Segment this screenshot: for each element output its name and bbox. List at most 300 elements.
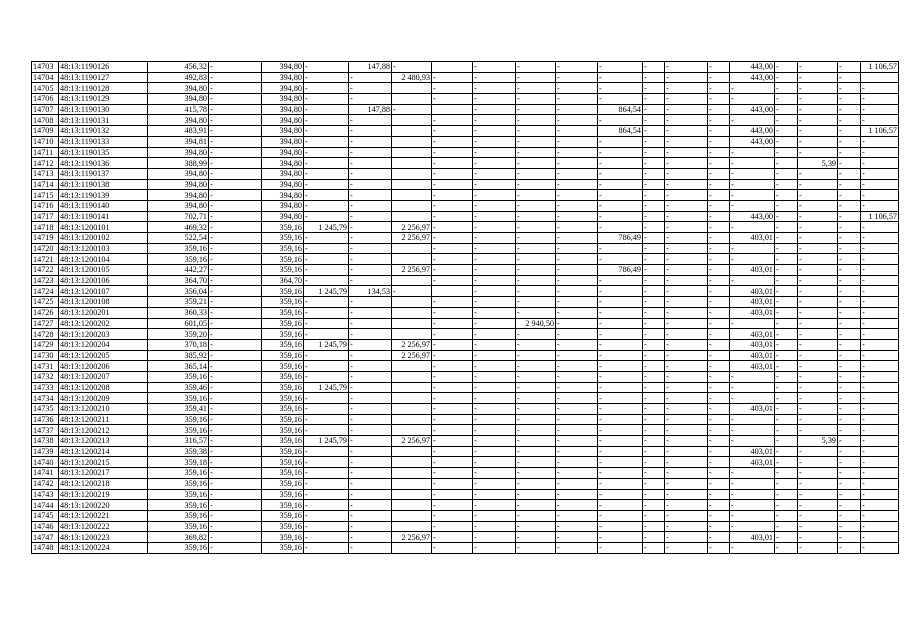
value-cell: - (708, 521, 730, 532)
value-cell: - (473, 72, 516, 83)
value-cell: - (665, 254, 708, 265)
value-cell: 359,16 (148, 478, 209, 489)
value-cell: - (432, 297, 473, 308)
value-cell: - (304, 542, 349, 553)
value-cell: - (708, 243, 730, 254)
value-cell: - (665, 83, 708, 94)
value-cell: - (209, 371, 262, 382)
value-cell: - (473, 457, 516, 468)
row-number-cell: 14710 (32, 136, 59, 147)
value-cell: - (665, 521, 708, 532)
value-cell: - (598, 371, 643, 382)
value-cell: - (304, 532, 349, 543)
value-cell: - (598, 179, 643, 190)
table-row (32, 72, 899, 83)
value-cell: - (209, 233, 262, 244)
value-cell: - (665, 542, 708, 553)
value-cell: - (665, 371, 708, 382)
row-number-cell: 14721 (32, 254, 59, 265)
value-cell: - (556, 168, 598, 179)
cadastral-number-cell: 48:13:1190129 (59, 94, 148, 105)
value-cell: - (665, 361, 708, 372)
value-cell: - (349, 265, 392, 276)
value-cell (392, 446, 432, 457)
value-cell: - (516, 104, 556, 115)
value-cell: - (473, 211, 516, 222)
table-row (32, 307, 899, 318)
table-row (32, 521, 899, 532)
value-cell: - (392, 286, 432, 297)
value-cell: - (516, 126, 556, 137)
value-cell: - (838, 265, 861, 276)
value-cell: - (598, 478, 643, 489)
value-cell: - (349, 436, 392, 447)
value-cell: - (392, 104, 432, 115)
value-cell: - (516, 200, 556, 211)
value-cell: - (838, 104, 861, 115)
value-cell: - (775, 94, 798, 105)
value-cell: - (730, 542, 775, 553)
cadastral-number-cell: 48:13:1190141 (59, 211, 148, 222)
value-cell: - (798, 532, 838, 543)
value-cell: - (516, 404, 556, 415)
value-cell: - (598, 211, 643, 222)
value-cell: - (598, 136, 643, 147)
value-cell: 394,80 (262, 158, 304, 169)
value-cell: - (708, 532, 730, 543)
value-cell: 359,16 (148, 510, 209, 521)
value-cell: - (473, 222, 516, 233)
value-cell: - (349, 478, 392, 489)
value-cell: - (209, 414, 262, 425)
value-cell: - (775, 243, 798, 254)
value-cell: - (665, 136, 708, 147)
value-cell: - (838, 393, 861, 404)
value-cell: - (861, 489, 899, 500)
value-cell: - (349, 371, 392, 382)
value-cell: - (798, 318, 838, 329)
value-cell: 443,00 (730, 62, 775, 73)
value-cell: - (304, 329, 349, 340)
value-cell: - (304, 136, 349, 147)
value-cell: - (349, 318, 392, 329)
value-cell: - (349, 275, 392, 286)
value-cell: 1 245,79 (304, 339, 349, 350)
value-cell: - (665, 243, 708, 254)
value-cell: - (209, 425, 262, 436)
cadastral-number-cell: 48:13:1200203 (59, 329, 148, 340)
table-row (32, 265, 899, 276)
value-cell: - (209, 286, 262, 297)
value-cell: - (861, 318, 899, 329)
value-cell: - (209, 446, 262, 457)
value-cell: - (643, 500, 665, 511)
value-cell: - (516, 339, 556, 350)
value-cell: - (473, 168, 516, 179)
value-cell (392, 489, 432, 500)
value-cell: - (775, 318, 798, 329)
value-cell: 360,33 (148, 307, 209, 318)
value-cell: - (775, 211, 798, 222)
value-cell: 2 256,97 (392, 350, 432, 361)
value-cell: - (665, 265, 708, 276)
value-cell: - (708, 115, 730, 126)
value-cell: - (643, 190, 665, 201)
value-cell: - (643, 521, 665, 532)
value-cell: - (209, 521, 262, 532)
row-number-cell: 14725 (32, 297, 59, 308)
value-cell (392, 361, 432, 372)
value-cell: - (775, 382, 798, 393)
value-cell: 365,14 (148, 361, 209, 372)
value-cell: - (643, 179, 665, 190)
value-cell: 394,80 (148, 83, 209, 94)
value-cell: 359,16 (262, 436, 304, 447)
value-cell: - (643, 254, 665, 265)
value-cell: 2 940,50 (516, 318, 556, 329)
value-cell: - (775, 425, 798, 436)
row-number-cell: 14706 (32, 94, 59, 105)
value-cell: - (516, 168, 556, 179)
table-row (32, 468, 899, 479)
value-cell: - (209, 318, 262, 329)
value-cell (392, 404, 432, 415)
value-cell: - (556, 371, 598, 382)
value-cell: - (516, 489, 556, 500)
value-cell: - (798, 275, 838, 286)
value-cell: - (349, 83, 392, 94)
value-cell: - (775, 404, 798, 415)
cadastral-number-cell: 48:13:1200106 (59, 275, 148, 286)
value-cell: - (838, 200, 861, 211)
value-cell (432, 62, 473, 73)
value-cell: 359,16 (262, 542, 304, 553)
value-cell: - (665, 468, 708, 479)
value-cell: 359,16 (262, 254, 304, 265)
value-cell: - (798, 190, 838, 201)
value-cell: - (432, 425, 473, 436)
value-cell: 359,16 (262, 468, 304, 479)
value-cell: - (775, 254, 798, 265)
value-cell: 359,16 (262, 532, 304, 543)
value-cell: - (643, 126, 665, 137)
value-cell: - (798, 168, 838, 179)
value-cell: - (516, 532, 556, 543)
value-cell: - (556, 211, 598, 222)
value-cell: 403,01 (730, 361, 775, 372)
value-cell: - (798, 404, 838, 415)
cadastral-number-cell: 48:13:1200207 (59, 371, 148, 382)
value-cell: - (516, 190, 556, 201)
value-cell: - (838, 168, 861, 179)
value-cell: 359,16 (262, 382, 304, 393)
value-cell: - (209, 436, 262, 447)
value-cell: - (209, 254, 262, 265)
value-cell: - (798, 468, 838, 479)
value-cell: - (349, 136, 392, 147)
value-cell: - (432, 361, 473, 372)
value-cell: 359,16 (262, 329, 304, 340)
value-cell: - (209, 94, 262, 105)
value-cell: - (775, 371, 798, 382)
value-cell: - (598, 275, 643, 286)
value-cell: - (798, 233, 838, 244)
value-cell: - (730, 510, 775, 521)
value-cell: 394,80 (262, 115, 304, 126)
value-cell: - (516, 179, 556, 190)
cadastral-number-cell: 48:13:1200205 (59, 350, 148, 361)
value-cell: - (304, 371, 349, 382)
data-table (31, 61, 899, 554)
value-cell: - (349, 329, 392, 340)
value-cell: - (798, 286, 838, 297)
row-number-cell: 14730 (32, 350, 59, 361)
value-cell: 134,53 (349, 286, 392, 297)
value-cell: 394,80 (148, 200, 209, 211)
row-number-cell: 14748 (32, 542, 59, 553)
value-cell: - (349, 211, 392, 222)
row-number-cell: 14720 (32, 243, 59, 254)
value-cell: - (473, 382, 516, 393)
value-cell: 359,38 (148, 446, 209, 457)
value-cell: - (473, 425, 516, 436)
cadastral-number-cell: 48:13:1200224 (59, 542, 148, 553)
value-cell: - (643, 425, 665, 436)
value-cell: - (861, 233, 899, 244)
value-cell: - (556, 457, 598, 468)
value-cell: - (516, 521, 556, 532)
value-cell: 370,18 (148, 339, 209, 350)
row-number-cell: 14735 (32, 404, 59, 415)
value-cell: 403,01 (730, 404, 775, 415)
value-cell: - (598, 158, 643, 169)
value-cell: - (556, 83, 598, 94)
table-row (32, 126, 899, 137)
value-cell (392, 371, 432, 382)
value-cell: 456,32 (148, 62, 209, 73)
value-cell (392, 200, 432, 211)
value-cell: 415,78 (148, 104, 209, 115)
value-cell: - (775, 158, 798, 169)
value-cell: - (556, 318, 598, 329)
value-cell: - (349, 339, 392, 350)
value-cell (392, 297, 432, 308)
value-cell: - (861, 297, 899, 308)
value-cell: - (432, 446, 473, 457)
value-cell: 359,16 (148, 521, 209, 532)
value-cell: - (775, 297, 798, 308)
value-cell: - (775, 436, 798, 447)
value-cell: - (598, 404, 643, 415)
table-row (32, 83, 899, 94)
value-cell: - (730, 521, 775, 532)
value-cell: - (775, 500, 798, 511)
value-cell: 403,01 (730, 339, 775, 350)
value-cell: - (349, 72, 392, 83)
value-cell: - (598, 307, 643, 318)
value-cell: - (304, 265, 349, 276)
value-cell: - (432, 190, 473, 201)
table-row (32, 382, 899, 393)
value-cell: - (838, 275, 861, 286)
value-cell: - (556, 489, 598, 500)
value-cell: - (473, 233, 516, 244)
value-cell: 522,54 (148, 233, 209, 244)
cadastral-number-cell: 48:13:1200202 (59, 318, 148, 329)
value-cell: - (598, 147, 643, 158)
value-cell: - (304, 62, 349, 73)
value-cell (392, 179, 432, 190)
value-cell: - (775, 104, 798, 115)
value-cell: - (643, 94, 665, 105)
value-cell: - (838, 457, 861, 468)
value-cell: - (643, 158, 665, 169)
value-cell: 394,80 (262, 200, 304, 211)
value-cell: 443,00 (730, 72, 775, 83)
row-number-cell: 14733 (32, 382, 59, 393)
value-cell: - (665, 425, 708, 436)
value-cell: - (556, 136, 598, 147)
row-number-cell: 14718 (32, 222, 59, 233)
value-cell: - (304, 468, 349, 479)
value-cell: - (730, 500, 775, 511)
value-cell: - (838, 233, 861, 244)
value-cell: - (349, 468, 392, 479)
value-cell: - (304, 350, 349, 361)
value-cell: - (775, 339, 798, 350)
value-cell: - (665, 382, 708, 393)
value-cell: 394,80 (262, 136, 304, 147)
value-cell: - (304, 243, 349, 254)
value-cell: - (349, 542, 392, 553)
value-cell: - (708, 510, 730, 521)
value-cell: 359,16 (148, 254, 209, 265)
value-cell: - (665, 329, 708, 340)
cadastral-number-cell: 48:13:1190132 (59, 126, 148, 137)
value-cell: 403,01 (730, 265, 775, 276)
value-cell: - (432, 158, 473, 169)
row-number-cell: 14728 (32, 329, 59, 340)
value-cell: - (838, 339, 861, 350)
value-cell: - (775, 457, 798, 468)
value-cell: - (708, 211, 730, 222)
value-cell: 359,16 (148, 371, 209, 382)
value-cell: - (665, 339, 708, 350)
value-cell: - (665, 307, 708, 318)
value-cell: - (861, 350, 899, 361)
value-cell: - (775, 286, 798, 297)
value-cell: 359,16 (148, 243, 209, 254)
row-number-cell: 14712 (32, 158, 59, 169)
value-cell: 359,16 (262, 521, 304, 532)
value-cell: - (209, 478, 262, 489)
value-cell: - (798, 243, 838, 254)
value-cell: - (798, 542, 838, 553)
value-cell: - (516, 510, 556, 521)
value-cell: - (473, 414, 516, 425)
value-cell: - (775, 222, 798, 233)
value-cell: 359,16 (148, 489, 209, 500)
value-cell: - (473, 83, 516, 94)
value-cell: - (861, 83, 899, 94)
value-cell: 359,16 (148, 414, 209, 425)
value-cell: - (798, 446, 838, 457)
value-cell: - (708, 62, 730, 73)
value-cell: - (473, 104, 516, 115)
value-cell: - (349, 489, 392, 500)
value-cell: - (730, 200, 775, 211)
value-cell: - (775, 393, 798, 404)
value-cell: - (209, 168, 262, 179)
value-cell (392, 136, 432, 147)
row-number-cell: 14708 (32, 115, 59, 126)
value-cell: - (798, 393, 838, 404)
value-cell: - (349, 425, 392, 436)
value-cell: - (432, 243, 473, 254)
value-cell: - (473, 478, 516, 489)
value-cell: 403,01 (730, 233, 775, 244)
value-cell (392, 126, 432, 137)
value-cell: - (432, 329, 473, 340)
value-cell: - (349, 158, 392, 169)
value-cell (392, 478, 432, 489)
value-cell: - (708, 468, 730, 479)
value-cell: - (643, 382, 665, 393)
value-cell: - (861, 468, 899, 479)
value-cell: - (861, 542, 899, 553)
value-cell: - (304, 307, 349, 318)
value-cell: - (838, 532, 861, 543)
value-cell: - (392, 62, 432, 73)
value-cell: 601,05 (148, 318, 209, 329)
value-cell: - (473, 62, 516, 73)
value-cell: - (598, 222, 643, 233)
value-cell: - (432, 489, 473, 500)
value-cell: - (838, 211, 861, 222)
value-cell: - (708, 147, 730, 158)
value-cell: 1 245,79 (304, 222, 349, 233)
value-cell: - (432, 254, 473, 265)
value-cell: - (643, 62, 665, 73)
value-cell: - (798, 104, 838, 115)
value-cell: 394,80 (148, 179, 209, 190)
cadastral-number-cell: 48:13:1190126 (59, 62, 148, 73)
value-cell: 359,18 (148, 457, 209, 468)
value-cell: - (598, 457, 643, 468)
value-cell: - (349, 200, 392, 211)
value-cell: - (473, 446, 516, 457)
value-cell: - (708, 126, 730, 137)
value-cell: - (861, 275, 899, 286)
value-cell: - (209, 468, 262, 479)
value-cell: - (775, 147, 798, 158)
value-cell: - (861, 200, 899, 211)
value-cell: - (556, 243, 598, 254)
value-cell: - (516, 371, 556, 382)
value-cell: 443,00 (730, 211, 775, 222)
value-cell: - (838, 147, 861, 158)
value-cell: - (708, 104, 730, 115)
table-row (32, 190, 899, 201)
value-cell: 469,32 (148, 222, 209, 233)
value-cell: - (838, 83, 861, 94)
row-number-cell: 14713 (32, 168, 59, 179)
value-cell: - (516, 393, 556, 404)
value-cell: 2 480,93 (392, 72, 432, 83)
value-cell: - (209, 542, 262, 553)
value-cell: - (432, 318, 473, 329)
value-cell: - (209, 339, 262, 350)
